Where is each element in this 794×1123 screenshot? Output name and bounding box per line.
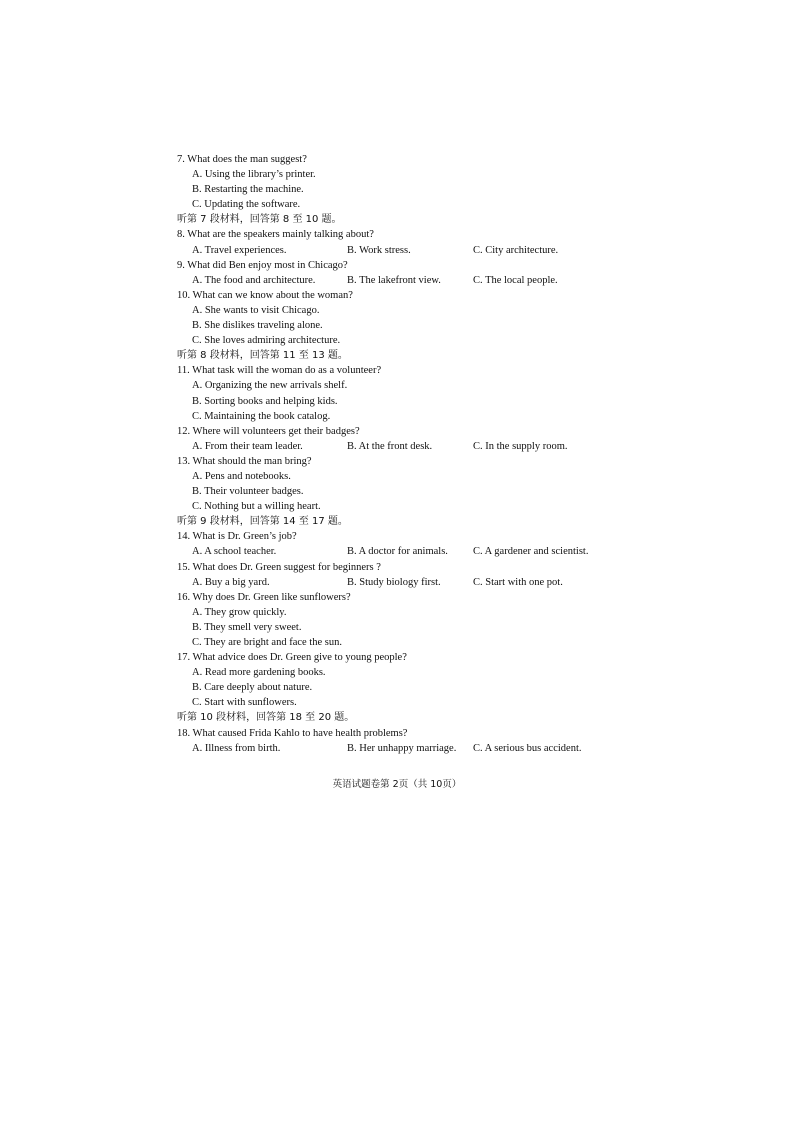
- option-row: [177, 575, 617, 590]
- question: 18. What caused Frida Kahlo to have health problems?: [177, 727, 408, 739]
- option: A. They grow quickly.: [192, 606, 287, 618]
- option-a: A. Illness from birth.: [192, 742, 281, 754]
- option-row: [177, 544, 617, 559]
- option: C. Nothing but a willing heart.: [192, 501, 321, 513]
- option-b: B. Work stress.: [347, 244, 411, 256]
- option-a: A. Buy a big yard.: [192, 576, 270, 588]
- option: B. Care deeply about nature.: [192, 682, 313, 694]
- question: 13. What should the man bring?: [177, 455, 312, 467]
- option-a: A. Travel experiences.: [192, 244, 287, 256]
- option: C. They are bright and face the sun.: [192, 637, 342, 648]
- option: C. She loves admiring architecture.: [192, 335, 341, 347]
- option-c: C. The local people.: [473, 274, 558, 286]
- option-c: C. In the supply room.: [473, 440, 568, 452]
- option-a: A. The food and architecture.: [192, 274, 316, 286]
- option: C. Start with sunflowers.: [192, 697, 297, 709]
- option-b: B. Her unhappy marriage.: [347, 742, 457, 754]
- section-heading: 听第 8 段材料，回答第 11 至 13 题。: [177, 350, 348, 362]
- option-c: C. A gardener and scientist.: [473, 546, 589, 558]
- option-row: [177, 741, 617, 756]
- option-c: C. Start with one pot.: [473, 576, 563, 588]
- option: B. They smell very sweet.: [192, 621, 302, 633]
- option: B. She dislikes traveling alone.: [192, 320, 323, 332]
- question: 7. What does the man suggest?: [177, 154, 307, 165]
- section-heading: 听第 9 段材料，回答第 14 至 17 题。: [177, 516, 348, 528]
- question: 11. What task will the woman do as a volunteer?: [177, 365, 382, 377]
- option-row: [177, 243, 617, 258]
- option-b: B. Study biology first.: [347, 576, 441, 588]
- question: 10. What can we know about the woman?: [177, 289, 353, 301]
- option-a: A. A school teacher.: [192, 546, 277, 558]
- option-row: [177, 273, 617, 288]
- option: A. Using the library’s printer.: [192, 169, 316, 181]
- option-b: B. A doctor for animals.: [347, 546, 448, 558]
- option-row: [177, 439, 617, 454]
- option: B. Restarting the machine.: [192, 184, 304, 196]
- option-b: B. At the front desk.: [347, 440, 433, 452]
- option: B. Their volunteer badges.: [192, 486, 304, 498]
- option: A. Pens and notebooks.: [192, 470, 291, 482]
- question: 16. Why does Dr. Green like sunflowers?: [177, 591, 351, 603]
- option: A. She wants to visit Chicago.: [192, 304, 320, 316]
- option: B. Sorting books and helping kids.: [192, 395, 338, 407]
- question: 12. Where will volunteers get their badges?: [177, 425, 360, 437]
- option: C. Maintaining the book catalog.: [192, 410, 331, 422]
- option-a: A. From their team leader.: [192, 440, 303, 452]
- question: 14. What is Dr. Green’s job?: [177, 531, 297, 543]
- option-c: C. A serious bus accident.: [473, 742, 582, 754]
- option-c: C. City architecture.: [473, 244, 559, 256]
- option-b: B. The lakefront view.: [347, 274, 441, 286]
- question-list: [177, 152, 617, 756]
- section-heading: 听第 7 段材料，回答第 8 至 10 题。: [177, 214, 342, 226]
- option: A. Read more gardening books.: [192, 667, 326, 679]
- question: 15. What does Dr. Green suggest for beginners ?: [177, 561, 381, 573]
- question: 8. What are the speakers mainly talking about?: [177, 229, 374, 241]
- question: 17. What advice does Dr. Green give to young people?: [177, 652, 407, 664]
- option: A. Organizing the new arrivals shelf.: [192, 380, 348, 392]
- section-heading: 听第 10 段材料，回答第 18 至 20 题。: [177, 712, 355, 724]
- question: 9. What did Ben enjoy most in Chicago?: [177, 259, 348, 271]
- page-footer: 英语试题卷第 2页（共 10页）: [332, 779, 462, 790]
- option: C. Updating the software.: [192, 199, 301, 211]
